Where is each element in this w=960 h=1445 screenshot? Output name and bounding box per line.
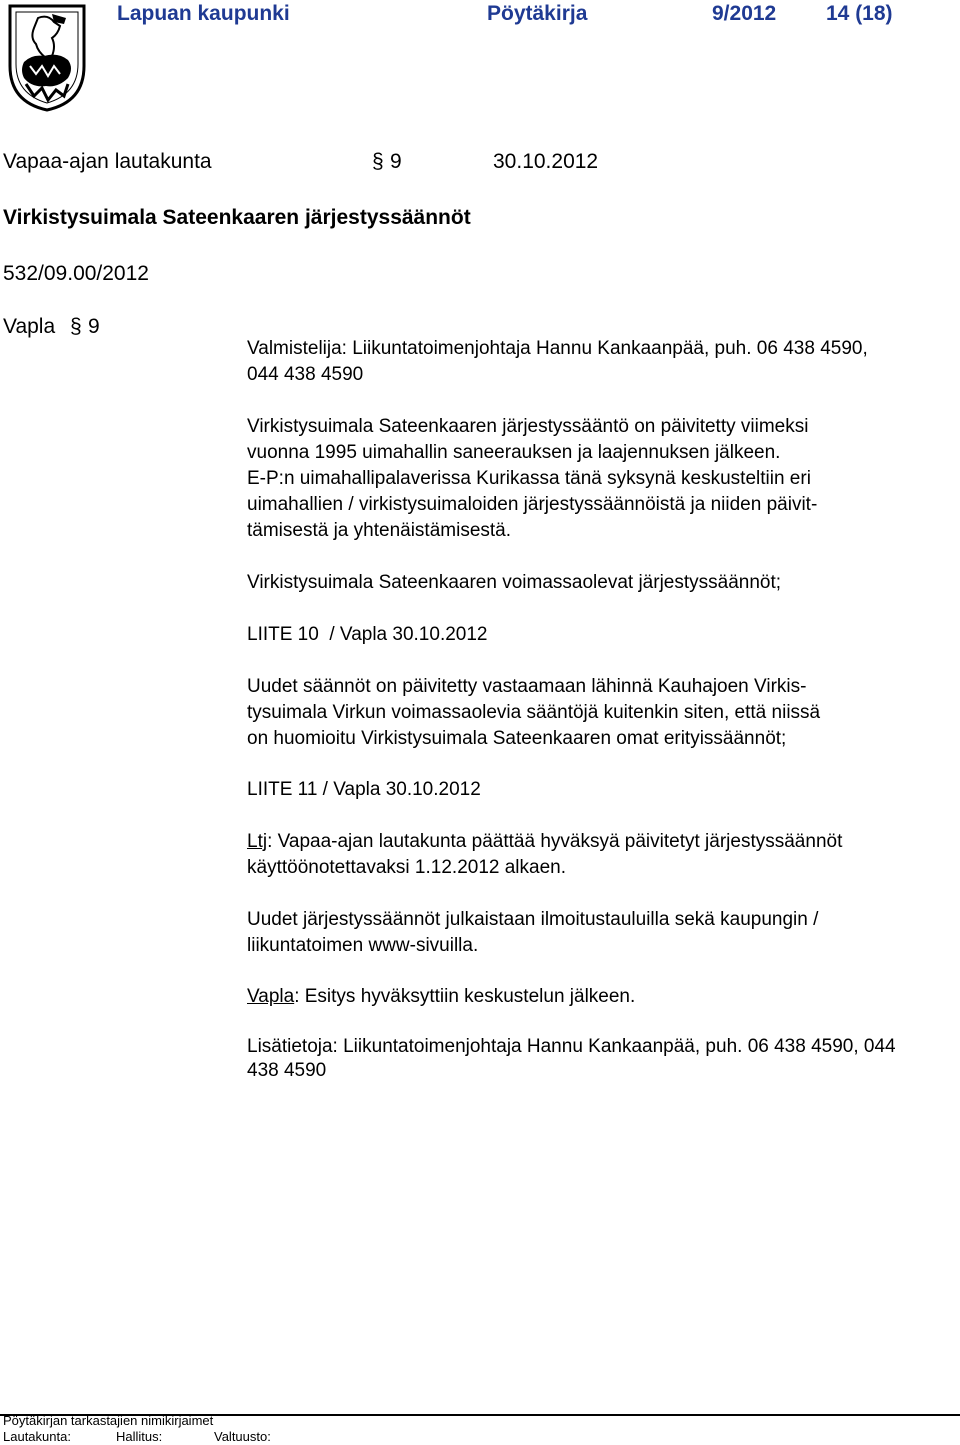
header-page: 14 (18) (826, 2, 893, 25)
footer-lautakunta: Lautakunta: (3, 1429, 71, 1444)
header-doc-type: Pöytäkirja (487, 2, 588, 25)
attachment-1: LIITE 10 / Vapla 30.10.2012 (247, 624, 488, 645)
proposal-line-2: käyttöönotettavaksi 1.12.2012 alkaen. (247, 857, 567, 878)
paragraph1-line: E-P:n uimahallipalaverissa Kurikassa tänä syksynä keskusteltiin eri (247, 468, 811, 489)
footer-hallitus: Hallitus: (116, 1429, 163, 1444)
city-crest-icon (8, 4, 86, 112)
meeting-date: 30.10.2012 (493, 150, 599, 173)
paragraph1-line: Virkistysuimala Sateenkaaren järjestyssääntö on päivitetty viimeksi (247, 416, 809, 437)
paragraph4-line: Uudet järjestyssäännöt julkaistaan ilmoitustauluilla sekä kaupungin / (247, 909, 819, 930)
paragraph1-line: tämisestä ja yhtenäistämisestä. (247, 520, 512, 541)
page-title: Virkistysuimala Sateenkaaren järjestyssäännöt (3, 206, 471, 229)
paragraph2: Virkistysuimala Sateenkaaren voimassaolevat järjestyssäännöt; (247, 572, 782, 593)
info-line-1: Lisätietoja: Liikuntatoimenjohtaja Hannu Kankaanpää, puh. 06 438 4590, 044 (247, 1036, 896, 1057)
paragraph1-line: uimahallien / virkistysuimaloiden järjestyssäännöistä ja niiden päivit- (247, 494, 818, 515)
left-label-org: Vapla (3, 315, 56, 338)
left-label-section-sign: § (70, 315, 82, 338)
left-label-section-number: 9 (88, 315, 100, 338)
proposal-text: : Vapaa-ajan lautakunta päättää hyväksyä päivitetyt järjestyssäännöt (267, 831, 843, 852)
preparer-line-1: Valmistelija: Liikuntatoimenjohtaja Hannu Kankaanpää, puh. 06 438 4590, (247, 338, 868, 359)
proposal-line-1 (247, 829, 842, 855)
paragraph3-line: Uudet säännöt on päivitetty vastaamaan lähinnä Kauhajoen Virkis- (247, 676, 807, 697)
section-number: 9 (390, 150, 402, 173)
paragraph3-line: on huomioitu Virkistysuimala Sateenkaaren omat erityissäännöt; (247, 728, 787, 749)
section-sign: § (372, 150, 384, 173)
proposal-label: Ltj (247, 831, 268, 852)
paragraph4-line: liikuntatoimen www-sivuilla. (247, 935, 479, 956)
decision-line (247, 984, 635, 1010)
paragraph3-line: tysuimala Virkun voimassaolevia sääntöjä kuitenkin siten, että niissä (247, 702, 821, 723)
diary-number: 532/09.00/2012 (3, 262, 149, 285)
meeting-body: Vapaa-ajan lautakunta (3, 150, 212, 173)
decision-text: : Esitys hyväksyttiin keskustelun jälkeen. (294, 986, 636, 1007)
info-line-2: 438 4590 (247, 1060, 327, 1081)
preparer-line-2: 044 438 4590 (247, 364, 364, 385)
paragraph1-line: vuonna 1995 uimahallin saneerauksen ja laajennuksen jälkeen. (247, 442, 781, 463)
header-doc-number: 9/2012 (712, 2, 777, 25)
header-org: Lapuan kaupunki (117, 2, 290, 25)
footer-title: Pöytäkirjan tarkastajien nimikirjaimet (3, 1413, 214, 1428)
decision-label: Vapla (247, 986, 295, 1007)
attachment-2: LIITE 11 / Vapla 30.10.2012 (247, 779, 481, 800)
footer-valtuusto: Valtuusto: (214, 1429, 271, 1444)
